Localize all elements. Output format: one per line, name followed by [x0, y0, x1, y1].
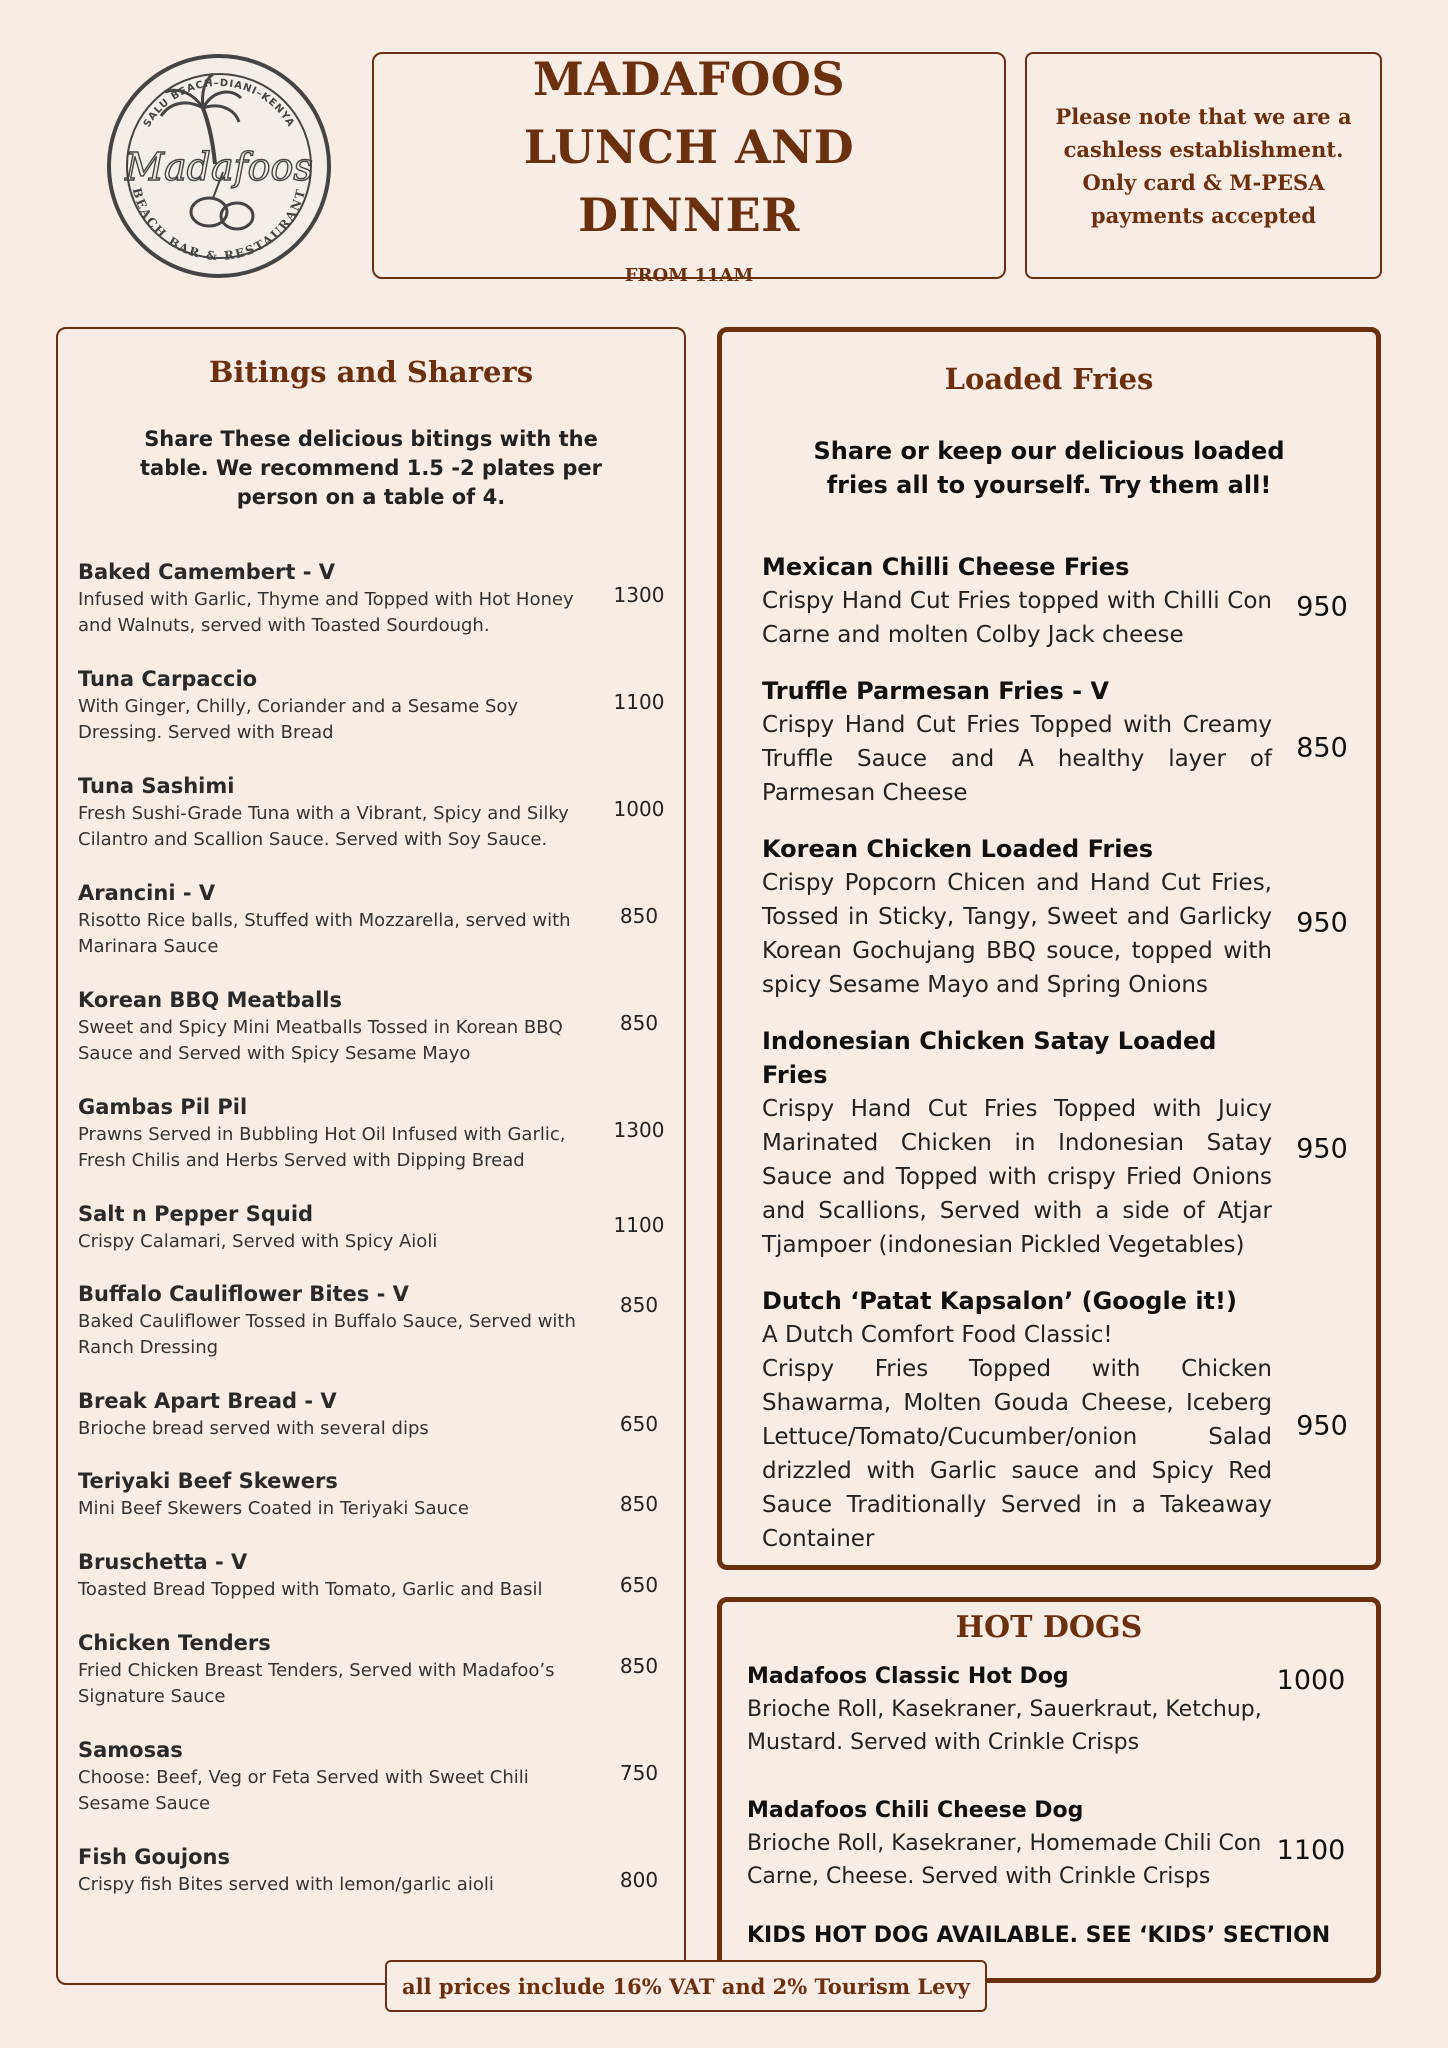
menu-item	[78, 1628, 678, 1735]
item-name: Break Apart Bread - V	[78, 1389, 337, 1413]
item-description: Crispy Calamari, Served with Spicy Aioli	[78, 1231, 438, 1252]
item-name: Truffle Parmesan Fries - V	[762, 677, 1109, 705]
item-name: Baked Camembert - V	[78, 560, 336, 584]
item-name: Tuna Sashimi	[78, 774, 235, 798]
item-description: Sweet and Spicy Mini Meatballs Tossed in Korean BBQ Sauce and Served with Spicy Sesame Mayo	[78, 1017, 563, 1064]
item-description: Fresh Sushi-Grade Tuna with a Vibrant, Spicy and Silky Cilantro and Scallion Sauce. Served with Soy Sauce.	[78, 803, 569, 850]
vat-note: all prices include 16% VAT and 2% Tourism Levy	[402, 1973, 970, 1999]
bitings-panel	[56, 327, 686, 1985]
item-price: 800	[619, 1868, 659, 1892]
item-name: Salt n Pepper Squid	[78, 1202, 314, 1226]
item-description: Crispy Hand Cut Fries Topped with Juicy Marinated Chicken in Indonesian Satay Sauce and Topped with crispy Fried Onions and Scallions, Served with a side of Atjar Tjampoer (indonesian Pickled Vegetables)	[762, 1096, 1272, 1258]
item-price: 1300	[613, 583, 665, 607]
item-price: 650	[619, 1412, 659, 1436]
item-price: 850	[1296, 732, 1348, 764]
menu-item	[747, 1795, 1356, 1893]
item-name: Korean Chicken Loaded Fries	[762, 835, 1154, 863]
item-description: Mini Beef Skewers Coated in Teriyaki Sauce	[78, 1498, 469, 1519]
item-description: Brioche bread served with several dips	[78, 1418, 429, 1439]
item-name: Samosas	[78, 1738, 183, 1762]
logo-name: Madafoos	[125, 145, 313, 189]
item-name: Teriyaki Beef Skewers	[78, 1469, 338, 1493]
item-name: Bruschetta - V	[78, 1550, 248, 1574]
bitings-heading: Bitings and Sharers	[208, 355, 534, 389]
cashless-note: Please note that we are a cashless establishment. Only card & M-PESA payments accepted	[1055, 103, 1352, 228]
item-name: Dutch ‘Patat Kapsalon’ (Google it!)	[762, 1287, 1237, 1315]
vat-note-banner	[385, 1960, 987, 2012]
menu-item	[78, 664, 678, 771]
item-price: 950	[1296, 1133, 1348, 1165]
menu-item	[762, 832, 1362, 1002]
item-description: Prawns Served in Bubbling Hot Oil Infused with Garlic, Fresh Chilis and Herbs Served with Dipping Bread	[78, 1124, 566, 1171]
item-price: 750	[619, 1761, 659, 1785]
item-name: Korean BBQ Meatballs	[78, 988, 342, 1012]
menu-item	[78, 1547, 678, 1628]
hotdogs-heading: HOT DOGS	[955, 1610, 1143, 1645]
hot-dogs-panel	[717, 1597, 1381, 1983]
item-price: 950	[1296, 907, 1348, 939]
fries-heading: Loaded Fries	[944, 362, 1154, 396]
menu-item	[78, 1092, 678, 1199]
menu-item	[78, 1842, 678, 1949]
item-description: Crispy Hand Cut Fries topped with Chilli Con Carne and molten Colby Jack cheese	[762, 588, 1272, 648]
logo-arc-top: SALU BEACH–DIANI–KENYA	[141, 77, 297, 130]
menu-item	[78, 557, 678, 664]
item-price: 1300	[613, 1118, 665, 1142]
item-price: 1100	[1276, 1835, 1346, 1866]
item-price: 850	[619, 904, 659, 928]
item-price: 850	[619, 1654, 659, 1678]
item-price: 850	[619, 1011, 659, 1035]
kids-hot-dog-note: KIDS HOT DOG AVAILABLE. SEE ‘KIDS’ SECTION	[747, 1923, 1331, 1948]
bitings-list	[78, 557, 678, 1949]
item-description: Fried Chicken Breast Tenders, Served with Madafoo’s Signature Sauce	[78, 1660, 555, 1707]
item-description: Brioche Roll, Kasekraner, Homemade Chili Con Carne, Cheese. Served with Crinkle Crisps	[747, 1831, 1262, 1889]
menu-item	[78, 1199, 678, 1279]
page-title: MADAFOOS LUNCH AND DINNER	[523, 52, 855, 242]
item-description: Crispy Hand Cut Fries Topped with Creamy Truffle Sauce and A healthy layer of Parmesan Cheese	[762, 712, 1272, 806]
menu-item	[762, 550, 1362, 652]
menu-item	[78, 1466, 678, 1547]
item-name: Indonesian Chicken Satay Loaded Fries	[762, 1027, 1217, 1089]
item-description: Choose: Beef, Veg or Feta Served with Sweet Chili Sesame Sauce	[78, 1767, 529, 1814]
item-description: Crispy Fries Topped with Chicken Shawarma, Molten Gouda Cheese, Iceberg Lettuce/Tomato/Cucumber/onion Salad drizzled with Garlic sauce and Spicy Red Sauce Traditionally Served in a Takeaway Container	[762, 1356, 1272, 1552]
bitings-intro: Share These delicious bitings with the table. We recommend 1.5 -2 plates per person on a table of 4.	[140, 427, 602, 509]
item-description: Crispy fish Bites served with lemon/garlic aioli	[78, 1874, 494, 1895]
item-description: Toasted Bread Topped with Tomato, Garlic and Basil	[78, 1579, 543, 1600]
menu-item	[78, 985, 678, 1092]
item-price: 1000	[613, 797, 665, 821]
item-price: 1000	[1276, 1665, 1346, 1696]
madafoos-logo	[105, 52, 333, 280]
item-description: With Ginger, Chilly, Coriander and a Sesame Soy Dressing. Served with Bread	[78, 696, 519, 743]
menu-item	[762, 1024, 1362, 1262]
menu-item	[78, 771, 678, 878]
item-name: Fish Goujons	[78, 1845, 230, 1869]
item-name: Arancini - V	[78, 881, 216, 905]
menu-item	[78, 1735, 678, 1842]
item-price: 950	[1296, 1410, 1348, 1442]
item-price: 1100	[613, 690, 665, 714]
loaded-fries-panel	[717, 327, 1381, 1570]
item-name: Madafoos Classic Hot Dog	[747, 1664, 1069, 1689]
item-description: Brioche Roll, Kasekraner, Sauerkraut, Ketchup, Mustard. Served with Crinkle Crisps	[747, 1697, 1262, 1755]
item-description: Infused with Garlic, Thyme and Topped with Hot Honey and Walnuts, served with Toasted Sourdough.	[78, 589, 574, 636]
menu-item	[762, 674, 1362, 810]
item-description: Baked Cauliflower Tossed in Buffalo Sauce, Served with Ranch Dressing	[78, 1311, 576, 1358]
menu-item	[762, 1284, 1362, 1556]
opening-time: FROM 11AM	[624, 265, 754, 286]
item-name: Chicken Tenders	[78, 1631, 271, 1655]
item-price: 1100	[613, 1213, 665, 1237]
logo-arc-bottom: BEACH BAR & RESTAURANT	[129, 186, 309, 264]
menu-item	[78, 1386, 678, 1466]
item-name: Mexican Chilli Cheese Fries	[762, 553, 1130, 581]
menu-title-box	[372, 52, 1006, 286]
menu-item	[747, 1661, 1356, 1759]
item-price: 950	[1296, 591, 1348, 623]
item-name: Madafoos Chili Cheese Dog	[747, 1798, 1084, 1823]
item-price: 650	[619, 1573, 659, 1597]
item-description: Crispy Popcorn Chicen and Hand Cut Fries, Tossed in Sticky, Tangy, Sweet and Garlicky Korean Gochujang BBQ souce, topped with spicy Sesame Mayo and Spring Onions	[762, 870, 1272, 998]
cashless-note-box	[1025, 52, 1382, 279]
menu-item	[78, 1279, 678, 1386]
item-description: Risotto Rice balls, Stuffed with Mozzarella, served with Marinara Sauce	[78, 910, 571, 957]
menu-item	[78, 878, 678, 985]
item-tagline: A Dutch Comfort Food Classic!	[762, 1322, 1113, 1348]
item-name: Gambas Pil Pil	[78, 1095, 248, 1119]
item-name: Buffalo Cauliflower Bites - V	[78, 1282, 409, 1306]
fries-intro: Share or keep our delicious loaded fries all to yourself. Try them all!	[813, 437, 1285, 499]
item-price: 850	[619, 1492, 659, 1516]
item-name: Tuna Carpaccio	[78, 667, 258, 691]
fries-list	[762, 550, 1362, 1578]
item-price: 850	[619, 1293, 659, 1317]
